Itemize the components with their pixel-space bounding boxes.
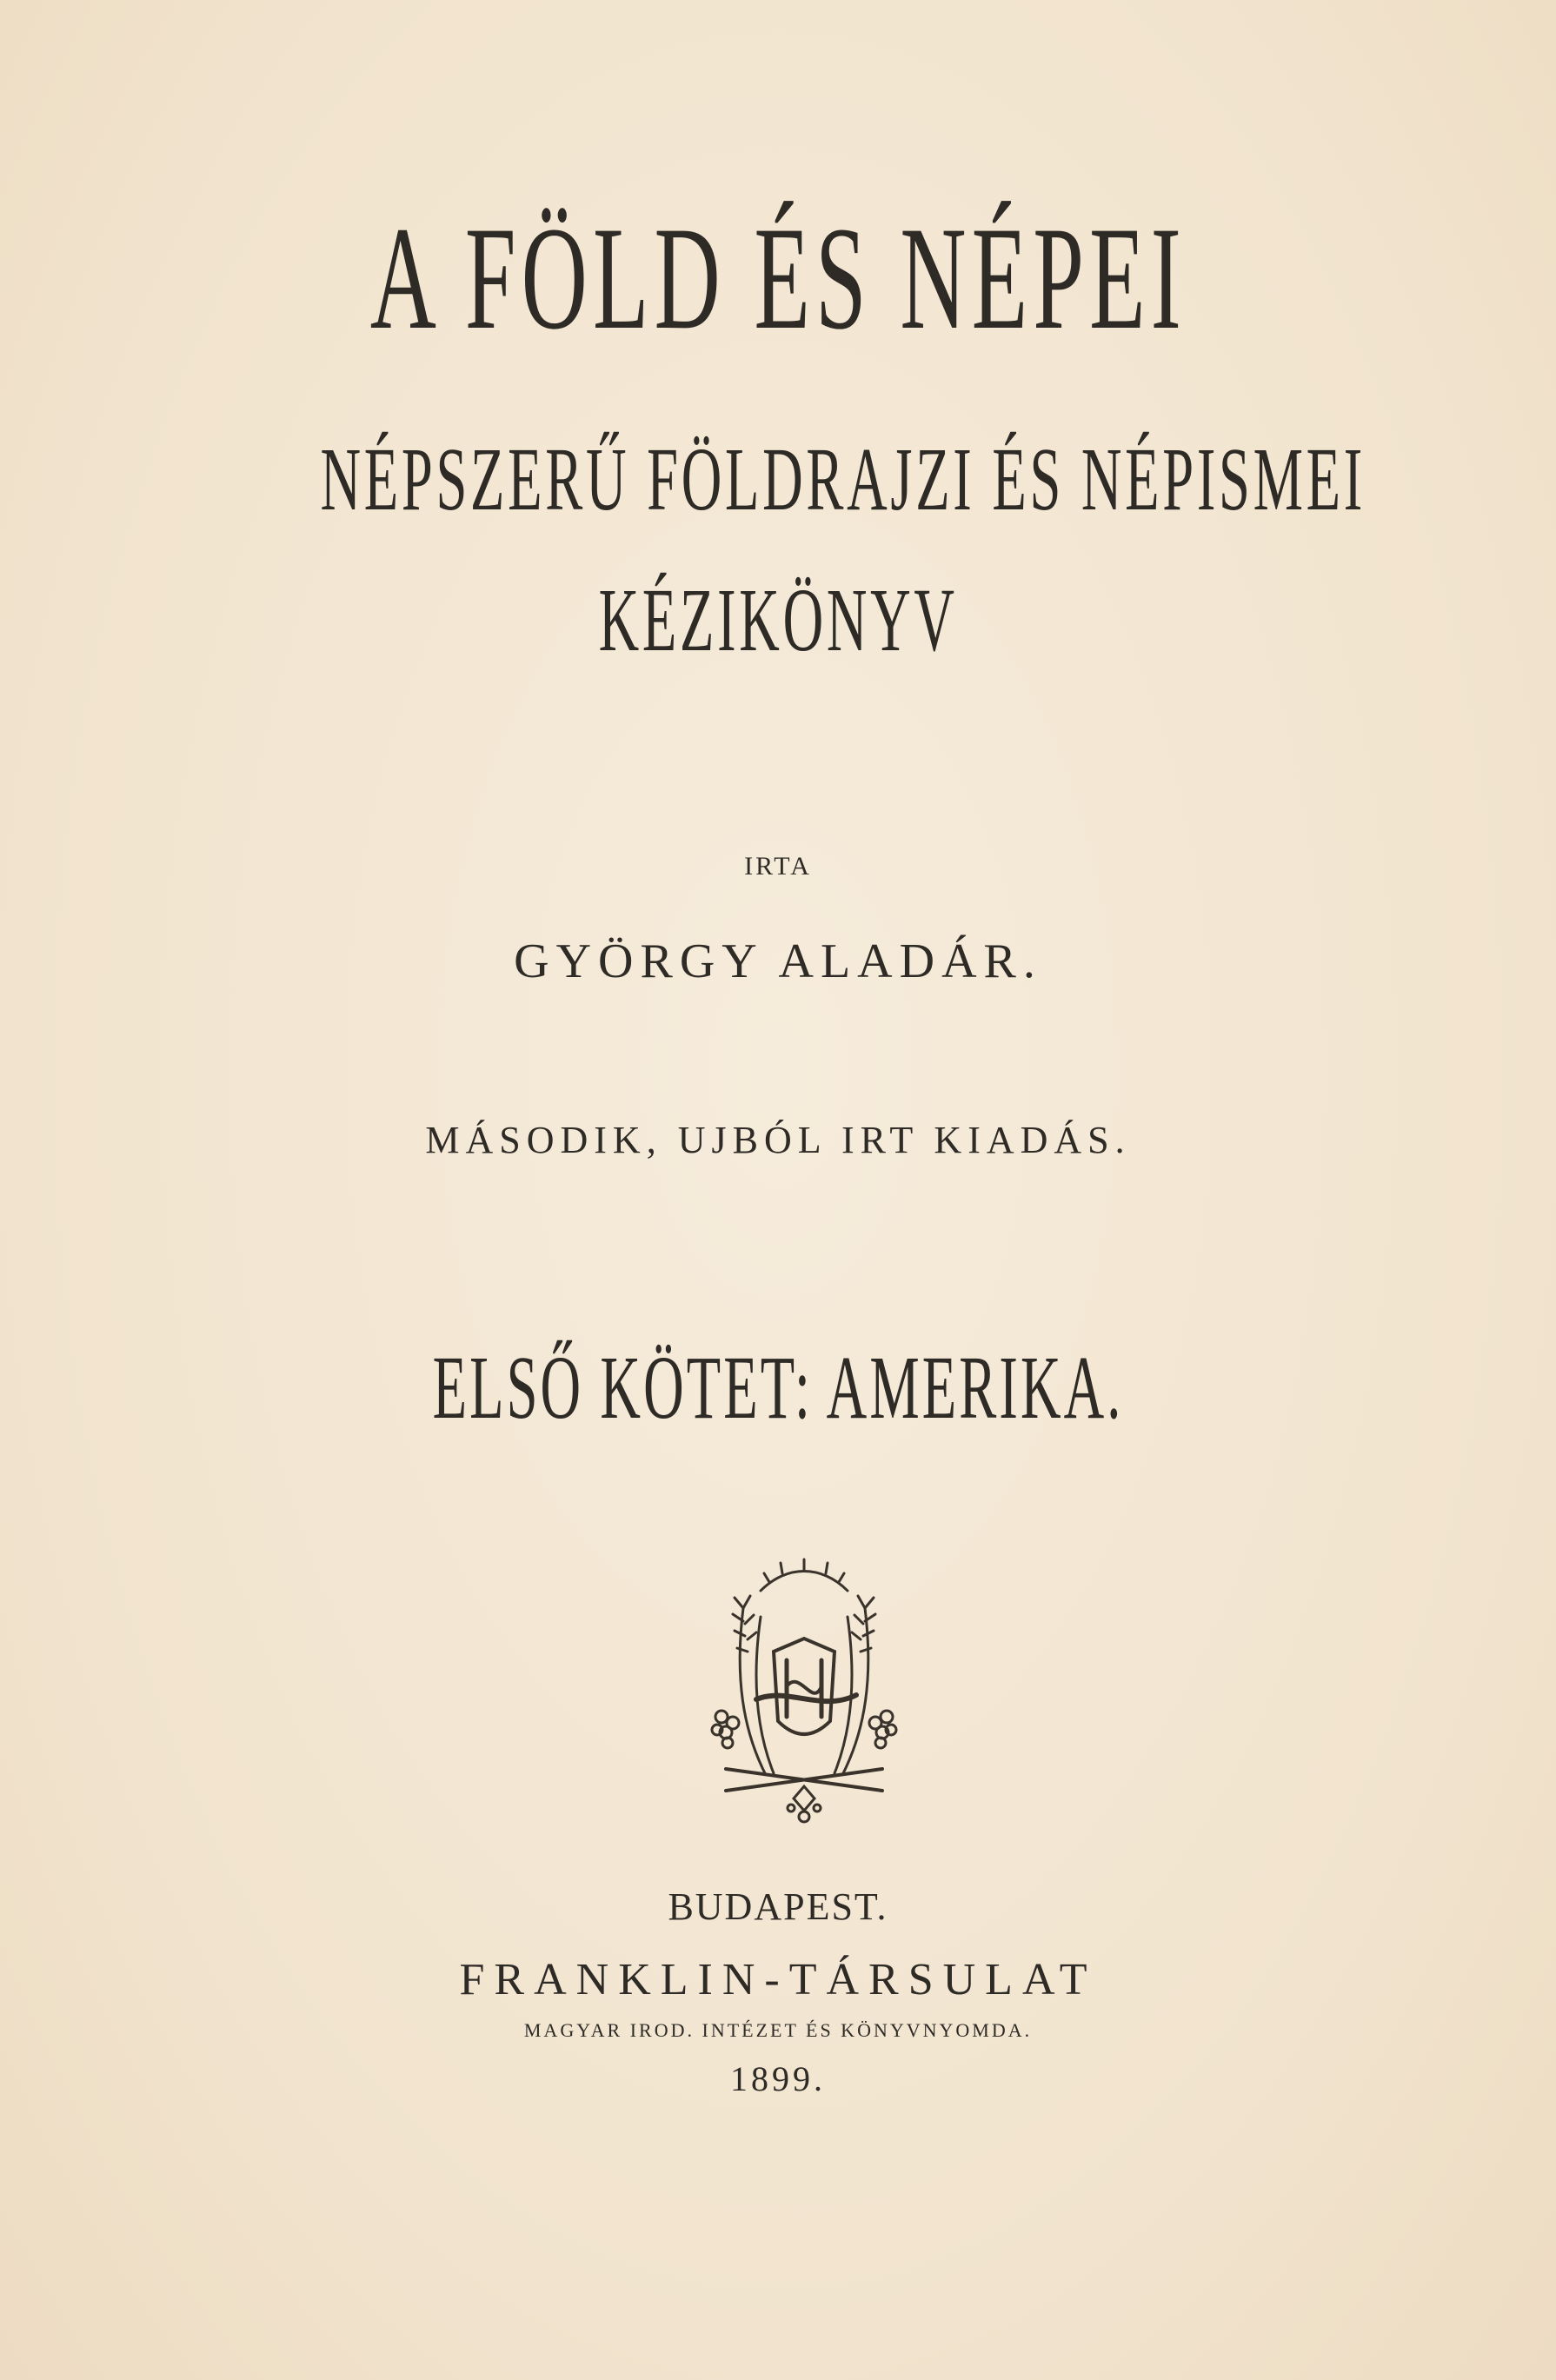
book-title	[0, 196, 1556, 360]
book-title-text: A FÖLD ÉS NÉPEI	[369, 196, 1187, 360]
subtitle-line-1	[0, 429, 1556, 529]
subtitle-line-2-text: KÉZIKÖNYV	[598, 570, 958, 670]
publisher-emblem-icon	[682, 1556, 926, 1834]
edition-statement: MÁSODIK, UJBÓL IRT KIADÁS.	[425, 1119, 1131, 1161]
subtitle-line-2	[0, 570, 1556, 670]
imprint-press: MAGYAR IROD. INTÉZET ÉS KÖNYVNYOMDA.	[523, 2019, 1033, 2041]
author-name: GYÖRGY ALADÁR.	[514, 934, 1042, 988]
volume-title-text: ELSŐ KÖTET: AMERIKA.	[432, 1338, 1124, 1438]
imprint-publisher: FRANKLIN-TÁRSULAT	[459, 1955, 1097, 2004]
imprint-city: BUDAPEST.	[668, 1885, 888, 1928]
subtitle-line-1-text: NÉPSZERŰ FÖLDRAJZI ÉS NÉPISMEI	[320, 429, 1366, 529]
byline-label: IRTA	[744, 852, 812, 881]
imprint-year: 1899.	[730, 2059, 826, 2098]
volume-title	[0, 1338, 1556, 1438]
